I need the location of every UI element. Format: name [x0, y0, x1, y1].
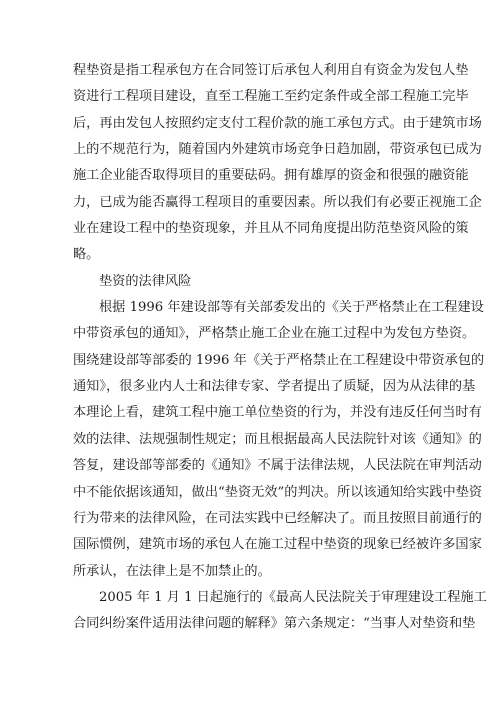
text-line: 上的不规范行为，随着国内外建筑市场竞争日趋加剧，带资承包已成为	[73, 142, 482, 158]
text-line: 国际惯例，建筑市场的承包人在施工过程中垫资的现象已经被许多国家	[73, 537, 482, 553]
text-line: 本理论上看，建筑工程中施工单位垫资的行为，并没有违反任何当时有	[73, 405, 482, 421]
text-line: 所承认，在法律上是不加禁止的。	[73, 563, 271, 579]
section-heading: 垫资的法律风险	[99, 273, 192, 289]
text-line: 力，已成为能否赢得工程项目的重要因素。所以我们有必要正视施工企	[73, 194, 482, 210]
text-line: 2005 年 1 月 1 日起施行的《最高人民法院关于审理建设工程施工	[99, 589, 487, 605]
text-line: 围绕建设部等部委的 1996 年《关于严格禁止在工程建设中带资承包的	[73, 352, 485, 368]
text-line: 资进行工程项目建设，直至工程施工至约定条件或全部工程施工完毕	[73, 89, 469, 105]
paragraph-intro	[73, 58, 482, 269]
text-line: 通知》，很多业内人士和法律专家、学者提出了质疑，因为从法律的基	[73, 379, 476, 395]
text-line: 业在建设工程中的垫资现象，并且从不同角度提出防范垫资风险的策	[73, 221, 469, 237]
text-line: 行为带来的法律风险，在司法实践中已经解决了。而且按照目前通行的	[73, 510, 482, 526]
text-line: 合同纠纷案件适用法律问题的解释》第六条规定：“当事人对垫资和垫	[73, 616, 476, 632]
text-line: 根据 1996 年建设部等有关部委发出的《关于严格禁止在工程建设	[99, 300, 484, 316]
text-line: 答复，建设部等部委的《通知》不属于法律法规，人民法院在审判活动	[73, 458, 482, 474]
paragraph-judicial-interpretation	[73, 585, 487, 638]
paragraph-legal-risk	[73, 295, 485, 585]
text-line: 效的法律、法规强制性规定；而且根据最高人民法院针对该《通知》的	[73, 431, 482, 447]
text-line: 程垫资是指工程承包方在合同签订后承包人利用自有资金为发包人垫	[73, 63, 469, 78]
document-page	[73, 58, 487, 638]
text-line: 略。	[73, 247, 100, 263]
section-heading-legal-risk	[73, 269, 423, 295]
text-line: 施工企业能否取得项目的重要砝码。拥有雄厚的资金和很强的融资能	[73, 168, 469, 184]
text-line: 中带资承包的通知》，严格禁止施工企业在施工过程中为发包方垫资。	[73, 326, 476, 342]
text-line: 后，再由发包人按照约定支付工程价款的施工承包方式。由于建筑市场	[73, 115, 482, 131]
text-line: 中不能依据该通知，做出“垫资无效”的判决。所以该通知给实践中垫资	[73, 484, 483, 500]
